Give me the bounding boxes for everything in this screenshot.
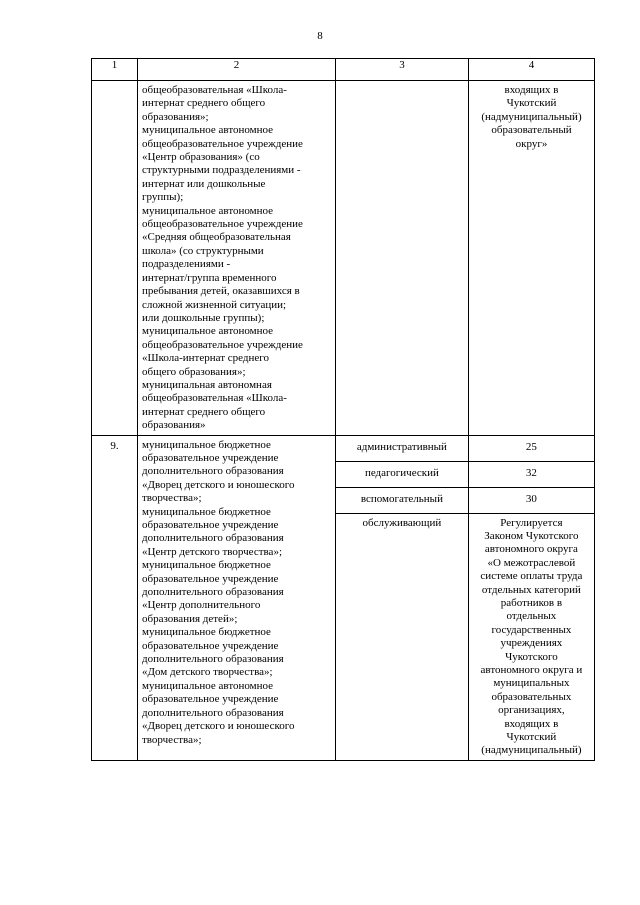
text-line: образовательное учреждение xyxy=(142,519,279,531)
text-line: образовательное учреждение xyxy=(142,639,279,652)
text-line: интернат/группа временного xyxy=(142,271,277,284)
category-name: вспомогательный xyxy=(336,487,468,513)
text-line: образования детей»; xyxy=(142,612,238,625)
text-line: общеобразовательная «Школа- xyxy=(142,84,287,96)
text-line: муниципальное бюджетное xyxy=(142,626,271,639)
text-line: общеобразовательная «Школа- xyxy=(142,392,287,405)
text-line: образовательное учреждение xyxy=(142,572,279,585)
cell-institutions-continued xyxy=(138,81,336,436)
category-name: административный xyxy=(336,436,468,462)
category-row xyxy=(336,436,594,462)
text-line: дополнительного образования xyxy=(142,653,284,666)
text-line: «О межотраслевой xyxy=(487,556,576,569)
text-line: «Средняя общеобразовательная xyxy=(142,231,291,244)
text-line: структурными подразделениями - xyxy=(142,164,301,177)
text-line: образования»; xyxy=(142,110,209,123)
cell-number-empty xyxy=(92,81,138,436)
text-line: автономного округа xyxy=(484,543,578,556)
text-line: творчества»; xyxy=(142,733,202,746)
text-line: муниципальное бюджетное xyxy=(142,438,271,451)
row-number: 9. xyxy=(92,435,138,760)
table-row-continued xyxy=(92,81,595,436)
text-line: образовательное учреждение xyxy=(142,451,279,464)
text-line: муниципальное автономное xyxy=(142,124,274,137)
text-line: образовательное учреждение xyxy=(142,693,279,706)
text-line: муниципальное автономное xyxy=(142,679,274,692)
text-line: образовательный xyxy=(491,124,572,137)
category-row xyxy=(336,461,594,487)
category-name: обслуживающий xyxy=(336,513,468,760)
text-line: работников в xyxy=(500,597,563,609)
text-line: системе оплаты труда xyxy=(480,570,583,583)
header-col-1: 1 xyxy=(92,59,138,81)
text-line: автономного округа и xyxy=(480,664,583,677)
table-header-row xyxy=(92,59,595,81)
text-line: (надмуниципальный) xyxy=(481,110,582,123)
category-value: 32 xyxy=(468,461,594,487)
header-col-3: 3 xyxy=(336,59,469,81)
text-line: «Школа-интернат среднего xyxy=(142,352,269,365)
text-line: входящих в xyxy=(504,84,559,96)
text-line: образовательных xyxy=(491,690,572,703)
cell-category-empty xyxy=(336,81,469,436)
text-line: интернат или дошкольные xyxy=(142,177,266,190)
text-line: Чукотский xyxy=(506,731,557,744)
text-line: творчества»; xyxy=(142,492,202,505)
text-line: муниципальная автономная xyxy=(142,378,272,391)
text-line: муниципальное бюджетное xyxy=(142,505,271,518)
category-subtable xyxy=(336,436,594,760)
text-line: дополнительного образования xyxy=(142,532,284,545)
text-line: общеобразовательное учреждение xyxy=(142,218,303,231)
text-line: (надмуниципальный) xyxy=(481,744,582,757)
text-line: муниципальное автономное xyxy=(142,325,274,338)
text-line: интернат среднего общего xyxy=(142,97,266,110)
text-line: общеобразовательное учреждение xyxy=(142,338,303,351)
table-row-9 xyxy=(92,435,595,760)
text-line: интернат среднего общего xyxy=(142,405,266,418)
text-line: муниципальных xyxy=(493,677,570,690)
text-line: отдельных xyxy=(506,610,557,623)
text-line: или дошкольные группы); xyxy=(142,311,265,324)
text-line: образования» xyxy=(142,419,206,432)
text-line: государственных xyxy=(491,623,572,636)
text-line: муниципальное автономное xyxy=(142,204,274,217)
text-line: Регулируется xyxy=(500,516,563,529)
category-value: 30 xyxy=(468,487,594,513)
text-line: организациях, xyxy=(498,704,565,717)
text-line: сложной жизненной ситуации; xyxy=(142,298,287,311)
header-col-2: 2 xyxy=(138,59,336,81)
text-line: муниципальное бюджетное xyxy=(142,559,271,572)
cell-regulation-continued xyxy=(469,81,595,436)
page-number: 8 xyxy=(317,30,323,42)
text-line: «Дворец детского и юношеского xyxy=(142,478,295,491)
text-line: общеобразовательное учреждение xyxy=(142,137,303,150)
category-name: педагогический xyxy=(336,461,468,487)
text-line: подразделениями - xyxy=(142,258,231,271)
text-line: Чукотского xyxy=(505,650,558,663)
text-line: Законом Чукотского xyxy=(484,529,579,542)
category-value: 25 xyxy=(468,436,594,462)
text-line: округ» xyxy=(515,137,548,150)
text-line: «Дворец детского и юношеского xyxy=(142,720,295,733)
staff-category-table xyxy=(91,58,595,761)
text-line: отдельных категорий xyxy=(481,583,581,596)
text-line: школа» (со структурными xyxy=(142,244,264,257)
text-line: «Дом детского творчества»; xyxy=(142,666,273,679)
category-row xyxy=(336,513,594,760)
text-line: учреждениях xyxy=(500,637,563,650)
text-line: группы); xyxy=(142,191,184,204)
cell-institutions xyxy=(138,435,336,760)
text-line: общего образования»; xyxy=(142,365,246,378)
text-line: дополнительного образования xyxy=(142,586,284,599)
text-line: пребывания детей, оказавшихся в xyxy=(142,285,300,298)
cell-categories-block xyxy=(336,435,595,760)
category-row xyxy=(336,487,594,513)
text-line: «Центр детского творчества»; xyxy=(142,545,282,558)
text-line: дополнительного образования xyxy=(142,465,284,478)
text-line: «Центр дополнительного xyxy=(142,599,261,612)
text-line: дополнительного образования xyxy=(142,706,284,719)
header-col-4: 4 xyxy=(469,59,595,81)
category-regulation xyxy=(468,513,594,760)
text-line: «Центр образования» (со xyxy=(142,151,260,164)
text-line: Чукотский xyxy=(506,97,557,110)
text-line: входящих в xyxy=(504,717,559,730)
